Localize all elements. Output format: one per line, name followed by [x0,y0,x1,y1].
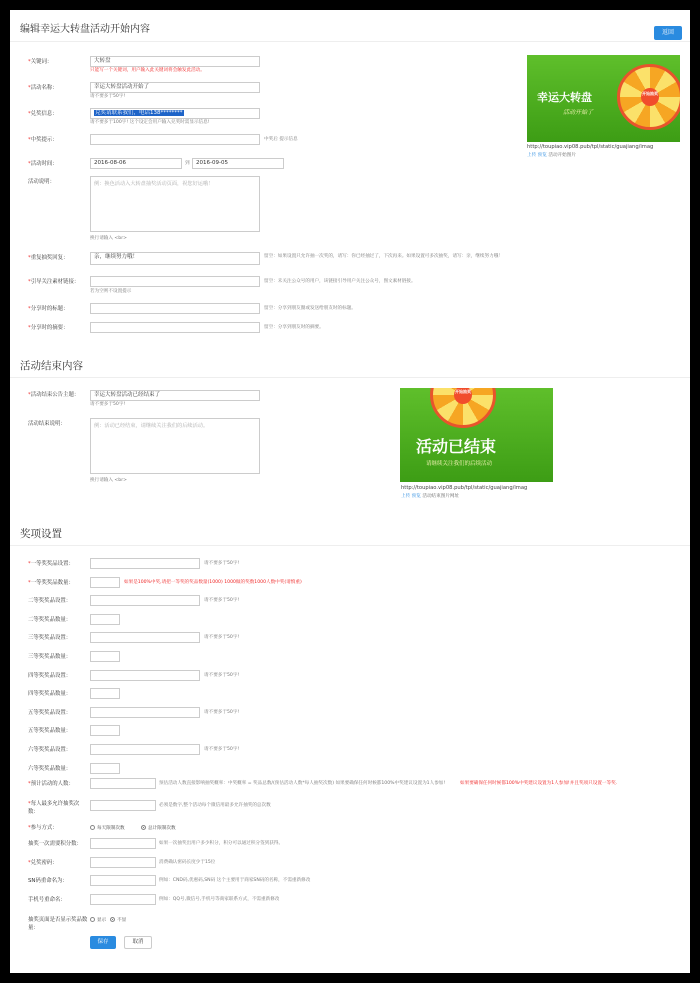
prize-label: 四等奖奖品设置： [28,672,72,679]
exchange-info-input[interactable] [90,108,260,119]
max-draws-input[interactable] [90,800,156,811]
start-date-input[interactable]: 2016-08-06 [90,158,182,169]
prize-name-input[interactable] [90,558,200,569]
prize-label: 五等奖奖品设置： [28,709,72,716]
exchange-info-hint: 请不要多于100字! 这个设定会用户输入兑奖时需显示信息! [90,120,210,125]
radio-hide-icon[interactable] [110,917,115,922]
max-draws-label: 每人最多允许抽奖次数： [28,801,80,815]
share-desc-hint: 留空：分享到朋友时的摘要。 [264,325,324,330]
end-banner-subtitle: 请继续关注我们的后续活动 [426,461,493,467]
save-button[interactable]: 保存 [90,936,116,949]
page-title: 编辑幸运大转盘活动开始内容 [10,18,690,42]
end-date-input[interactable]: 2016-09-05 [192,158,284,169]
activity-name-hint: 请不要多于50字! [90,94,126,99]
prize-hint: 请不要多于50字! [204,672,240,678]
start-image-url: http://toupiao.vip08.pub/tpl/static/guajiang/imag [527,144,654,150]
winning-tip-label: 中奖提示： [30,137,58,143]
end-section-title: 活动结束内容 [10,354,690,378]
radio-total-icon[interactable] [141,825,146,830]
points-label: 抽奖一次需要积分数： [28,841,82,847]
keyword-hint: 只能写一个关键词，用户输入此关键词将会触发此活动。 [90,68,205,73]
description-textarea[interactable]: 例：换色活动入大转盘抽奖活动页面，祝您好运哦！ [90,176,260,232]
prize-label: 一等奖奖品设置： [30,561,74,567]
start-banner-subtitle: 活动开始了 [563,109,594,116]
share-title-hint: 留空：分享到朋友圈或发送给朋友时的标题。 [264,306,356,311]
activity-name-label: 活动名称： [30,85,58,91]
sn-rename-label: SN码重命名为： [28,878,68,884]
end-announce-label: 活动结束公告主题： [30,392,80,398]
mode-option-total[interactable]: 总计限制次数 [141,825,176,832]
share-title-label: 分享时的标题： [30,306,69,312]
follow-link-hint2: 若为空则不设置提示 [90,289,132,294]
prize-quantity-input[interactable] [90,688,120,699]
expected-hint-red: 如果要确保任何时候都100%中奖建议设置为1人参加!并且奖项只设置一等奖. [460,781,618,786]
wheel-center-label: 开始抽奖 [641,88,659,106]
radio-show-icon[interactable] [90,917,95,922]
prize-hint: 请不要多于50字! [204,598,240,604]
prize-section-title: 奖项设置 [10,522,690,546]
end-announce-input[interactable]: 幸运大转盘活动已经结束了 [90,390,260,401]
expected-hint: 预估活动人数直接影响抽奖概率：中奖概率 = 奖品总数/(预估活动人数*每人抽奖次数) 如果要确保任何时候都100%中奖建议设置为1人参加! [159,781,446,786]
time-label: 活动时间： [30,161,58,167]
prize-hint: 请不要多于50字! [204,747,240,752]
sn-rename-input[interactable] [90,875,156,886]
sn-password-input[interactable] [90,857,156,868]
end-description-hint: 换行请输入 <br> [90,478,127,483]
phone-rename-label: 手机号重命名： [28,897,66,903]
keyword-label: 关键词： [30,59,53,65]
expected-label: 预计活动的人数： [30,781,74,787]
prize-label: 一等奖奖品数量： [30,579,74,586]
end-description-textarea[interactable]: 例：活动已经结束，请继续关注我们的后续活动。 [90,418,260,474]
expected-input[interactable] [90,778,156,789]
prize-label: 二等奖奖品设置： [28,598,72,605]
activity-name-input[interactable]: 幸运大转盘活动开始了 [90,82,260,93]
end-wheel-center-label: 开始抽奖 [454,388,472,404]
share-desc-label: 分享时的摘要： [30,325,69,331]
end-image-url: http://toupiao.vip08.pub/tpl/static/guajiang/imag [401,485,528,491]
start-upload-link[interactable]: 上传 [527,153,537,158]
prize-quantity-input[interactable] [90,577,120,588]
prize-label: 三等奖奖品数量： [28,654,72,660]
points-input[interactable] [90,838,156,849]
radio-daily-icon[interactable] [90,825,95,830]
phone-rename-input[interactable] [90,894,156,905]
follow-link-label: 引导关注素材链接： [30,279,80,285]
start-image-caption: 活动开始图片 [548,153,576,158]
follow-link-input[interactable] [90,276,260,287]
sn-password-label: 兑奖密码： [30,860,58,866]
end-announce-hint: 请不要多于50字! [90,402,126,407]
points-hint: 如果一次抽奖出用户多少积分，积分可以通过积分签到获得。 [159,841,284,846]
description-label: 活动说明： [28,179,55,185]
show-count-label: 抽奖页面是否显示奖品数量： [28,917,88,931]
prize-name-input[interactable] [90,707,200,718]
phone-rename-hint: 例如：QQ号,微信号,手机号等商家联系方式，不需重新修改 [159,897,280,902]
exchange-info-label: 兑奖信息： [30,111,58,117]
repeat-reply-label: 重复抽奖回复： [30,255,69,261]
page: 编辑幸运大转盘活动开始内容 返回 *关键词： 大转盘 只能写一个关键词，用户输入此关键词将会触发此活动。 *活动名称： 幸运大转盘活动开始了 请不要多于50字! *兑奖信息： 兑奖请联系我们，电话138******** 请不要多于100字! 这个设定会用户输入兑奖时需显示信息! *中奖提示： 中奖后 提示信息 *活动时间： 2016-08-06 到 2016-09-05 活动说明： 例：换色活动入大转盘抽奖活动页面，祝您好运哦！ 换行请输入 <br> *重复抽奖回复： 亲，继续努力哦！ 留空：如果设置只允许抽一次奖的，请写：你已经抽过了，下次再来。如果设置可多次抽奖，请写：亲，继续努力哦！ *引导关注素材链接： 留空：未关注公众号的用户，该链接引导用户关注公众号，图文素材链接。 若为空则不设置提示 *分享时的标题： 留空：分享到朋友圈或发送给朋友时的标题。 *分享时的摘要： 留空：分享到朋友时的摘要。 幸运大转盘 活动开始了 开始抽奖 http://toupiao.vip08.pub/tpl/static/guajiang/imag 上传 预览 活动开始图片 活动结束内容 *活动结束公告主题： 幸运大转盘活动已经结束了 请不要多于50字! 活动结束说明： 例：活动已经结束，请继续关注我们的后续活动。 换行请输入 <br> 开始抽奖 活动已结束 请继续关注我们的后续活动 http://toupiao.vip08.pub/tpl/static/guajiang/imag 上传 预览 活动结束图片网址 奖项设置 *一等奖奖品设置： 请不要多于50字! *一等奖奖品数量： 如果是100%中奖,请把一等奖的奖品数量(1000) 1000做的奖数1000人数中奖(请慎重) 二等奖奖品设置： 请不要多于50字! 二等奖奖品数量： 三等奖奖品设置： 请不要多于50字! 三等奖奖品数量： 四等奖奖品设置： 请不要多于50字! 四等奖奖品数量： 五等奖奖品设置： 请不要多于50字! 五等奖奖品数量： 六等奖奖品设置： 请不要多于50字! 六等奖奖品数量： *预计活动的人数： 预估活动人数直接影响抽奖概率：中奖概率 = 奖品总数/(预估活动人数*每人抽奖次数) 如果要确保任何时候都100%中奖建议设置为1人参加! 如果要确保任何时候都100%中奖建议设置为1人参加!并且奖项只设置一等奖. *每人最多允许抽奖次数： 必须是数字,整个活动每个微信用最多允许抽奖的总次数 *参与方式： 每天限制次数 总计限制次数 抽奖一次需要积分数： 如果一次抽奖出用户多少积分，积分可以通过积分签到获得。 *兑奖密码： 消费确认密码长度少于15位 SN码重命名为： 例如：CND码,优惠码,SN码 这个主要用于商家SN码的名称，不需重新修改 手机号重命名： 例如：QQ号,微信号,手机号等商家联系方式，不需重新修改 抽奖页面是否显示奖品数量： 显示 不显 保存 取消 [10,10,690,973]
back-button[interactable]: 返回 [654,26,682,40]
follow-link-hint: 留空：未关注公众号的用户，该链接引导用户关注公众号，图文素材链接。 [264,279,416,284]
show-count-option-show[interactable]: 显示 [90,917,106,924]
repeat-reply-hint: 留空：如果设置只允许抽一次奖的，请写：你已经抽过了，下次再来。如果设置可多次抽奖，请写：亲，继续努力哦！ [264,254,503,259]
prize-quantity-input[interactable] [90,725,120,736]
start-preview-link[interactable]: 预览 [537,153,547,158]
prize-label: 二等奖奖品数量： [28,616,72,623]
description-hint: 换行请输入 <br> [90,236,127,241]
prize-label: 四等奖奖品数量： [28,691,72,698]
prize-name-input[interactable] [90,632,200,643]
prize-label: 六等奖奖品数量： [28,765,72,772]
repeat-reply-input[interactable]: 亲，继续努力哦！ [90,252,260,265]
end-banner-image [400,388,553,482]
share-desc-input[interactable] [90,322,260,333]
end-upload-link[interactable]: 上传 [401,494,411,499]
sn-password-hint: 消费确认密码长度少于15位 [159,860,216,865]
prize-label: 六等奖奖品设置： [28,747,72,753]
end-image-caption: 活动结束图片网址 [422,494,460,499]
prize-quantity-input[interactable] [90,651,120,662]
prize-hint: 请不要多于50字! [204,709,240,715]
winning-tip-input[interactable] [90,134,260,145]
keyword-input[interactable]: 大转盘 [90,56,260,67]
prize-label: 五等奖奖品数量： [28,728,72,735]
prize-name-input[interactable] [90,670,200,681]
show-count-option-hide[interactable]: 不显 [110,917,126,924]
prize-hint: 请不要多于50字! [204,635,240,641]
share-title-input[interactable] [90,303,260,314]
end-preview-link[interactable]: 预览 [411,494,421,499]
prize-hint: 如果是100%中奖,请把一等奖的奖品数量(1000) 1000做的奖数1000人数中奖(请慎重) [124,579,302,585]
mode-option-daily[interactable]: 每天限制次数 [90,825,125,832]
mode-label: 参与方式： [30,825,58,831]
time-separator: 到 [185,161,190,166]
end-banner-title: 活动已结束 [416,437,497,456]
prize-name-input[interactable] [90,744,200,755]
start-banner-title: 幸运大转盘 [537,91,592,104]
cancel-button[interactable]: 取消 [124,936,152,949]
winning-tip-hint: 中奖后 提示信息 [264,137,298,142]
prize-name-input[interactable] [90,595,200,606]
prize-quantity-input[interactable] [90,763,120,774]
prize-label: 三等奖奖品设置： [28,635,72,642]
sn-rename-hint: 例如：CND码,优惠码,SN码 这个主要用于商家SN码的名称，不需重新修改 [159,878,311,883]
exchange-info-value: 兑奖请联系我们，电话138******** [95,110,183,116]
max-draws-hint: 必须是数字,整个活动每个微信用最多允许抽奖的总次数 [159,803,271,808]
prize-quantity-input[interactable] [90,614,120,625]
start-banner-image [527,55,680,142]
prize-hint: 请不要多于50字! [204,561,240,566]
end-description-label: 活动结束说明： [28,421,66,427]
